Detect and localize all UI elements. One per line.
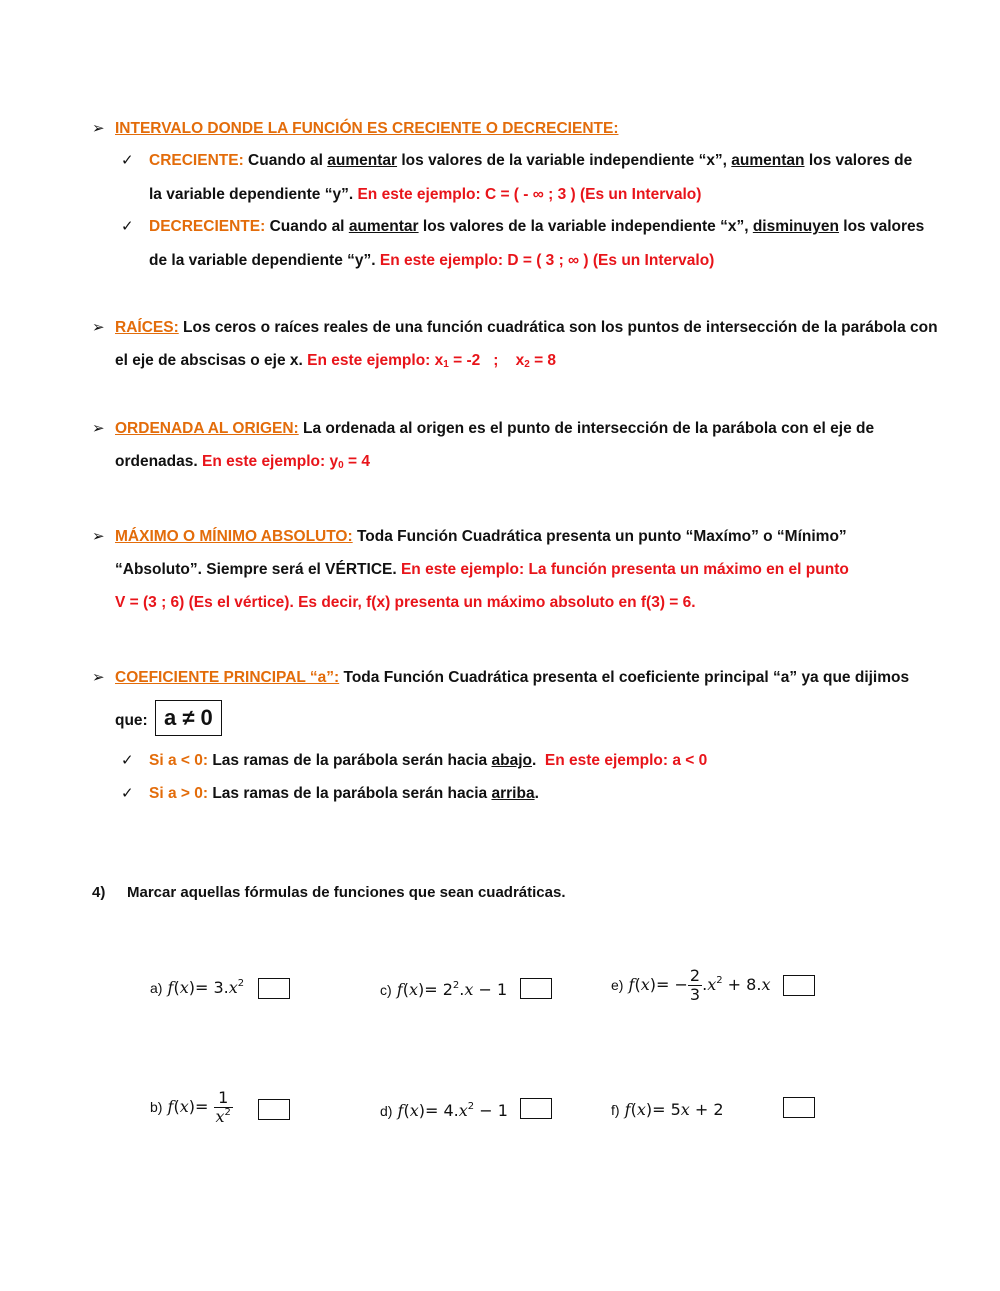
text: = -2 ; x [448,352,525,369]
math-text: = 4. [425,1101,459,1120]
math-x: x [761,975,771,994]
math-x: x [458,1101,468,1120]
math-x: x [464,980,474,999]
math-x: x [179,978,189,997]
underlined-word: aumentar [327,152,398,169]
text: los valores de la variable independiente “x”, [418,218,753,235]
maximo-line1 [115,527,847,547]
option-b-checkbox[interactable] [258,1099,290,1120]
a-not-zero-box: a ≠ 0 [155,700,222,736]
text: . [531,752,545,769]
text: la variable dependiente “y”. [149,186,358,203]
subscript: 1 [443,359,449,370]
maximo-title: MÁXIMO O MÍNIMO ABSOLUTO: [115,528,353,545]
text: los valores de la variable independiente “x”, [397,152,732,169]
math-text: . [459,980,465,999]
raices-line2 [115,351,556,371]
math-x: x [215,1107,225,1126]
math-exponent: 2 [716,975,723,986]
creciente-example: En este ejemplo: C = ( - ∞ ; 3 ) (Es un Intervalo) [357,186,702,203]
math-text: − 1 [473,980,508,999]
option-a-formula: a) $f(x)= 3.x^2$ [150,978,245,997]
a-negative-line [149,751,707,771]
text: Las ramas de la parábola serán hacia [208,785,492,802]
underlined-word: disminuyen [752,218,839,235]
text: de la variable dependiente “y”. [149,252,380,269]
text: los valores [838,218,925,235]
subscript: 2 [524,359,530,370]
decreciente-line1 [149,217,924,237]
a-negative-label: Si a < 0: [149,752,209,769]
checkmark-icon: ✓ [121,752,134,769]
text: el eje de abscisas o eje x. [115,352,308,369]
ordenada-line2 [115,452,370,472]
underlined-word: aumentar [348,218,419,235]
math-f: f [167,1097,174,1116]
raices-title: RAÍCES: [115,319,179,336]
option-d-formula: d) $f(x)= 4.x^2 - 1$ [380,1101,508,1120]
decreciente-example: En este ejemplo: D = ( 3 ; ∞ ) (Es un Intervalo) [379,252,715,269]
option-label: f) [611,1102,620,1118]
subscript: 0 [338,460,344,471]
text: Las ramas de la parábola serán hacia [208,752,492,769]
text: = 4 [343,453,370,470]
option-e-checkbox[interactable] [783,975,815,996]
text: En este ejemplo: y [202,453,339,470]
math-text: = 5 [652,1100,681,1119]
math-f: f [396,980,403,999]
text: Los ceros o raíces reales de una función cuadrática son los puntos de intersección de la parábola con [178,319,938,336]
decreciente-label: DECRECIENTE: [149,218,266,235]
math-f: f [624,1100,631,1119]
a-positive-line [149,784,539,804]
checkmark-icon: ✓ [121,152,134,169]
maximo-example1: En este ejemplo: La función presenta un máximo en el punto [400,561,849,578]
text: . [534,785,539,802]
math-text: = − [656,975,688,994]
text: Toda Función Cuadrática presenta el coeficiente principal “a” ya que dijimos [339,669,910,686]
math-x: x [408,980,418,999]
creciente-label: CRECIENTE: [149,152,244,169]
fraction [214,1089,233,1126]
fraction-denominator: 3 [689,985,701,1004]
checkmark-icon: ✓ [121,785,134,802]
option-f-formula: f) f(x)= 5x + 2 [611,1100,724,1119]
math-text: = 3. [195,978,229,997]
text: = 8 [529,352,557,369]
math-x: x [680,1100,690,1119]
text: los valores de [804,152,913,169]
ordenada-line1 [115,419,874,439]
math-exponent: 2 [467,1101,475,1112]
option-b-formula: b) f(x)= $\frac{1}{x^2}$ [150,1088,231,1126]
math-exponent: 2 [452,980,460,991]
ordenada-example [202,453,370,470]
math-exponent: 2 [224,1107,231,1118]
math-x: x [636,1100,646,1119]
option-e-formula: e) f(x)= − $\frac{2}{3}$ $.x^2 + 8.x$ [611,966,771,1004]
text: “Absoluto”. Siempre será el VÉRTICE. [115,561,401,578]
text: Cuando al [265,218,349,235]
math-x: x [640,975,650,994]
option-label: e) [611,977,624,993]
text: Toda Función Cuadrática presenta un punto “Maxímo” o “Mínimo” [352,528,847,545]
option-a-checkbox[interactable] [258,978,290,999]
raices-line1 [115,318,938,338]
decreciente-line2 [149,251,714,271]
bullet-arrow-icon: ➢ [92,669,105,686]
exercise-prompt: Marcar aquellas fórmulas de funciones que sean cuadráticas. [127,884,566,901]
option-label: b) [150,1099,163,1115]
underlined-word: arriba [491,785,535,802]
option-c-checkbox[interactable] [520,978,552,999]
option-f-checkbox[interactable] [783,1097,815,1118]
coeficiente-line1 [115,668,909,688]
math-text: + 2 [689,1100,724,1119]
math-exponent: 2 [237,978,245,989]
maximo-line2 [115,560,849,580]
option-d-checkbox[interactable] [520,1098,552,1119]
que-label: que: [115,712,148,729]
fraction-numerator: 1 [218,1088,229,1107]
math-f: f [628,975,635,994]
option-label: c) [380,982,392,998]
math-x: x [228,978,238,997]
bullet-arrow-icon: ➢ [92,420,105,437]
bullet-arrow-icon: ➢ [92,319,105,336]
exercise-number: 4) [92,884,106,901]
math-text: + 8. [722,975,762,994]
fraction-numerator: 2 [689,966,701,985]
math-text: − 1 [474,1101,508,1120]
text: En este ejemplo: x [307,352,444,369]
intervalo-title: INTERVALO DONDE LA FUNCIÓN ES CRECIENTE O DECRECIENTE: [115,120,619,137]
creciente-line1 [149,151,912,171]
raices-example [307,352,556,369]
checkmark-icon: ✓ [121,218,134,235]
text: ordenadas. [115,453,202,470]
math-f: f [167,978,174,997]
option-label: d) [380,1103,393,1119]
math-text: . [702,975,708,994]
ordenada-title: ORDENADA AL ORIGEN: [115,420,299,437]
text: Cuando al [243,152,328,169]
fraction [688,967,702,1004]
math-x: x [707,975,717,994]
math-x: x [179,1097,189,1116]
option-label: a) [150,980,163,996]
fraction-denominator [214,1107,233,1126]
math-text: = [195,1097,209,1116]
a-negative-example: En este ejemplo: a < 0 [544,752,708,769]
option-c-formula: c) $f(x)= 2^2.x - 1$ [380,980,508,999]
a-positive-label: Si a > 0: [149,785,209,802]
maximo-example2: V = (3 ; 6) (Es el vértice). Es decir, f(x) presenta un máximo absoluto en f(3) = 6. [115,594,696,611]
math-f: f [397,1101,404,1120]
math-x: x [409,1101,419,1120]
bullet-arrow-icon: ➢ [92,528,105,545]
math-text: = 2 [424,980,453,999]
coeficiente-title: COEFICIENTE PRINCIPAL “a”: [115,669,340,686]
text: La ordenada al origen es el punto de intersección de la parábola con el eje de [298,420,875,437]
bullet-arrow-icon: ➢ [92,120,105,137]
underlined-word: aumentan [731,152,805,169]
underlined-word: abajo [491,752,532,769]
creciente-line2 [149,185,701,205]
